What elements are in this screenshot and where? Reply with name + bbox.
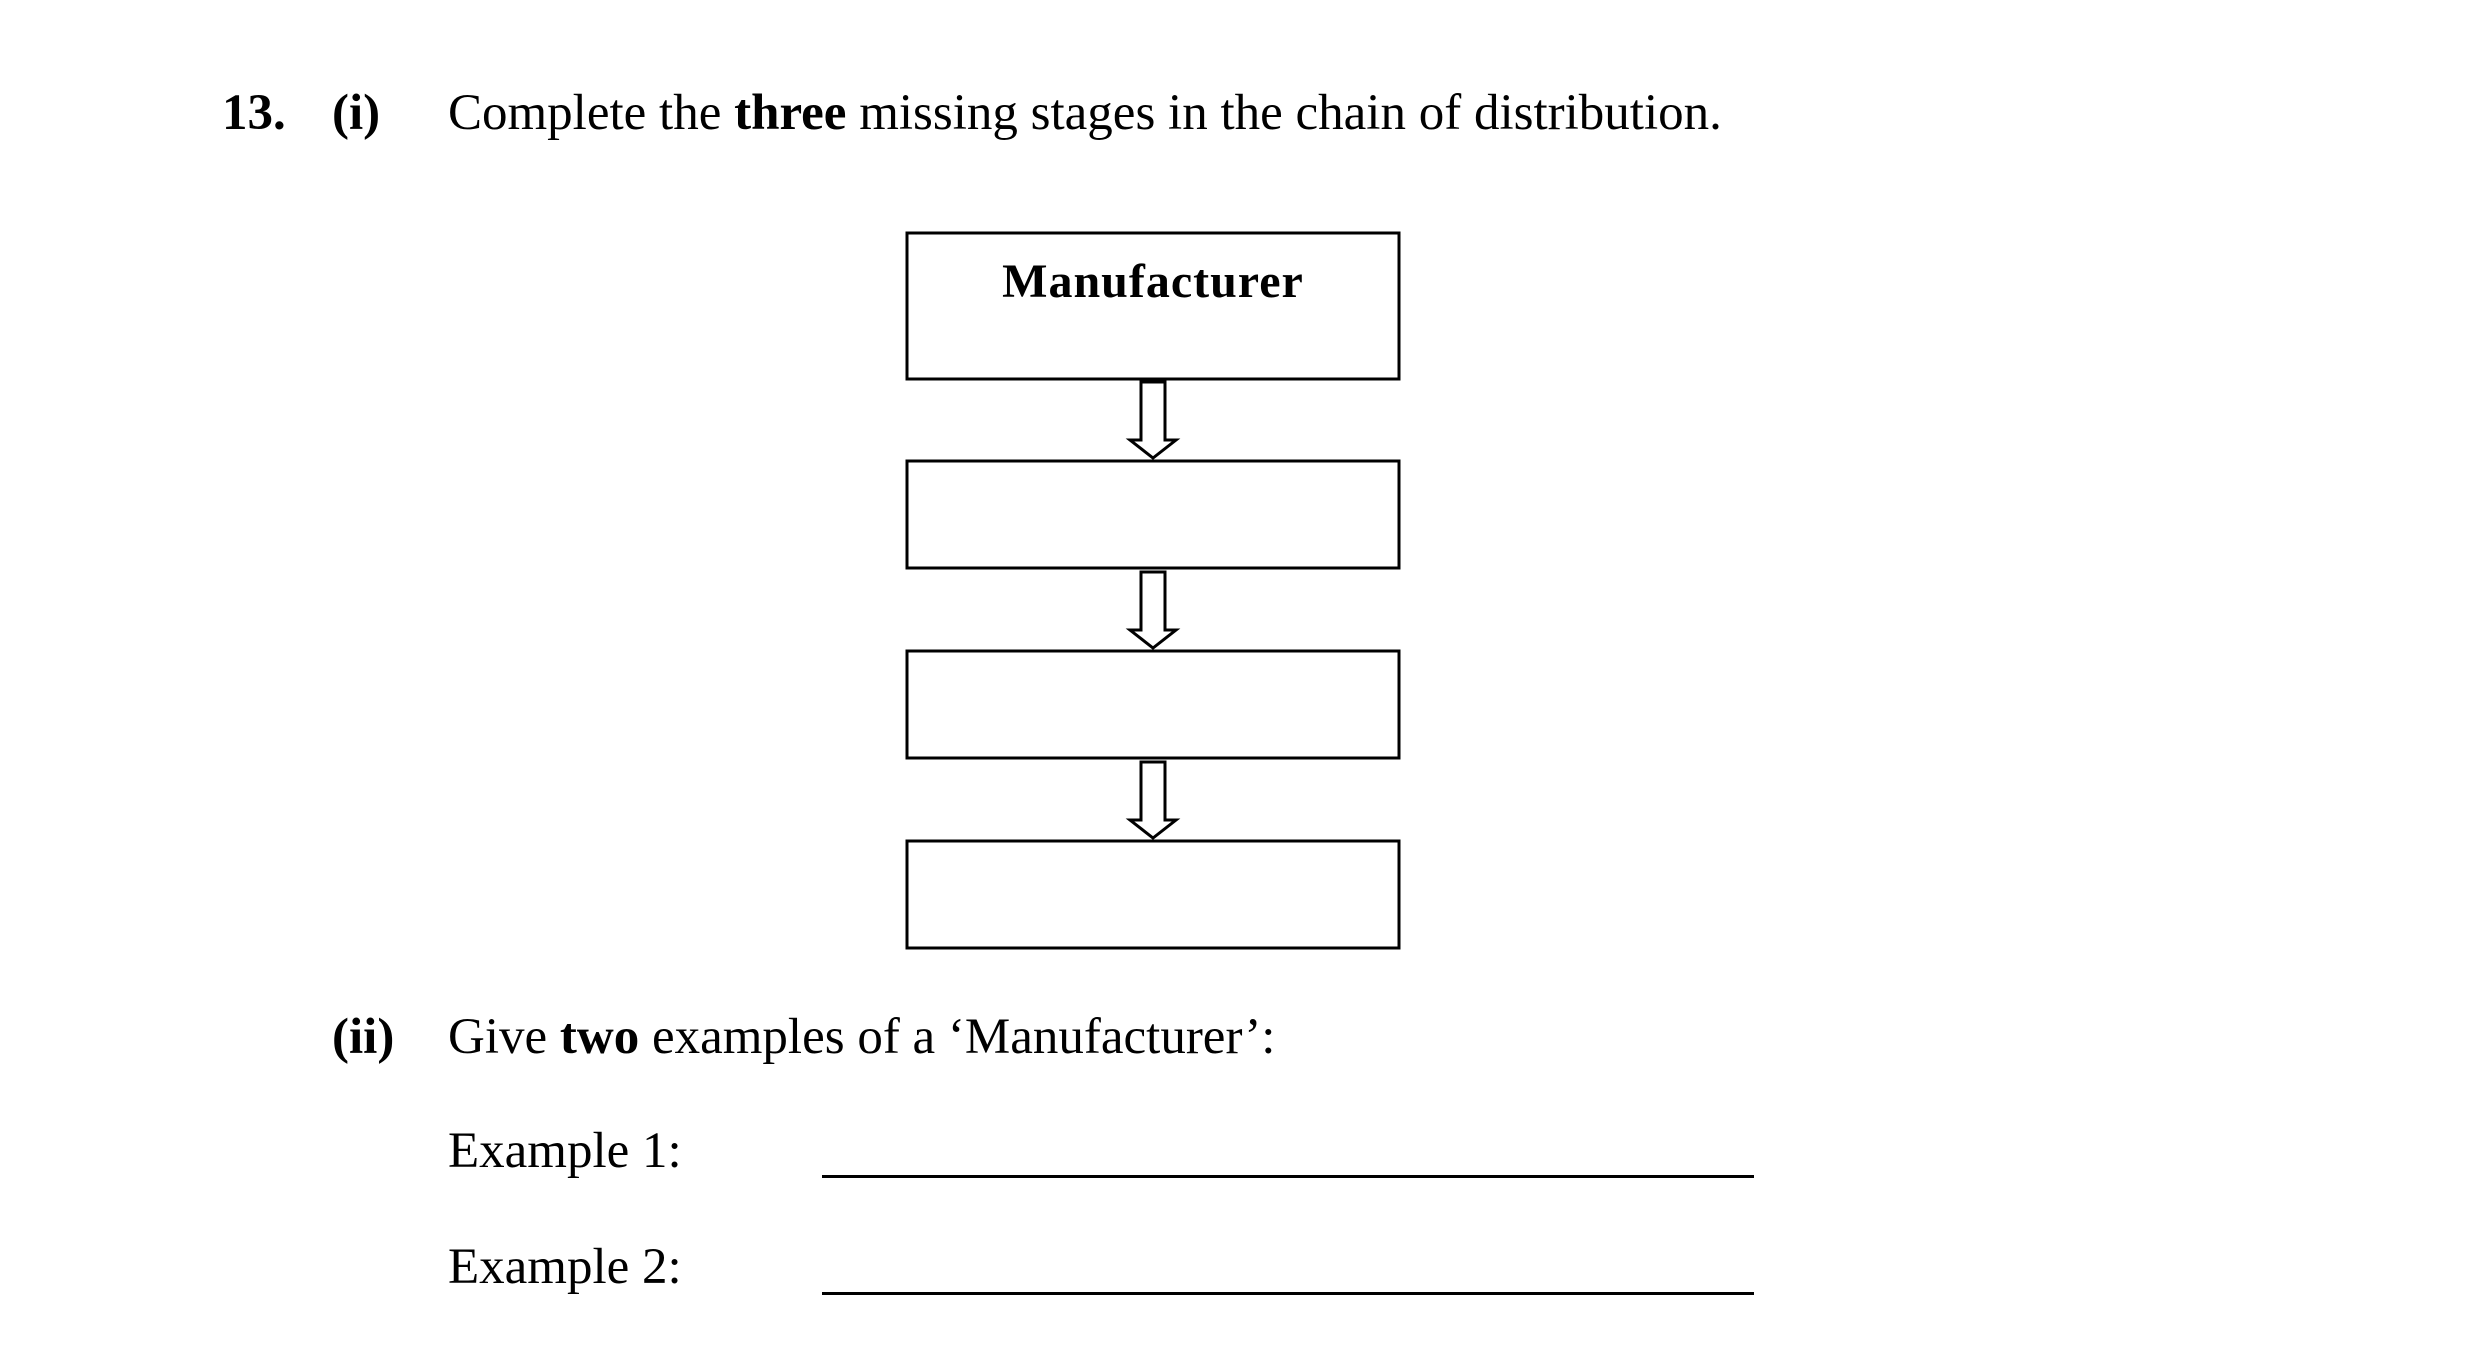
part-i-text-after: missing stages in the chain of distribution. (846, 85, 1722, 141)
chain-arrow-1 (1130, 382, 1176, 458)
chain-box-2[interactable] (907, 461, 1399, 568)
example-2-label: Example 2: (448, 1239, 682, 1295)
part-ii-label: (ii) (332, 1009, 395, 1065)
chain-arrow-3 (1130, 762, 1176, 838)
part-ii-text-bold: two (559, 1009, 640, 1065)
part-ii-text-before: Give (448, 1009, 560, 1065)
chain-box-4[interactable] (907, 841, 1399, 948)
example-2-answer-line[interactable] (822, 1292, 1754, 1295)
chain-box-3[interactable] (907, 651, 1399, 758)
part-i-text-bold: three (734, 85, 847, 141)
part-ii-instruction (448, 1009, 1276, 1065)
chain-box-1-label: Manufacturer (1002, 255, 1304, 308)
part-i-label: (i) (332, 85, 381, 141)
chain-arrow-2 (1130, 572, 1176, 648)
part-ii-text-after: examples of a ‘Manufacturer’: (639, 1009, 1276, 1065)
chain-box-1[interactable] (907, 233, 1399, 379)
example-1-answer-line[interactable] (822, 1175, 1754, 1178)
question-number: 13. (222, 85, 286, 141)
example-1-label: Example 1: (448, 1123, 682, 1179)
part-i-text-before: Complete the (448, 85, 735, 141)
